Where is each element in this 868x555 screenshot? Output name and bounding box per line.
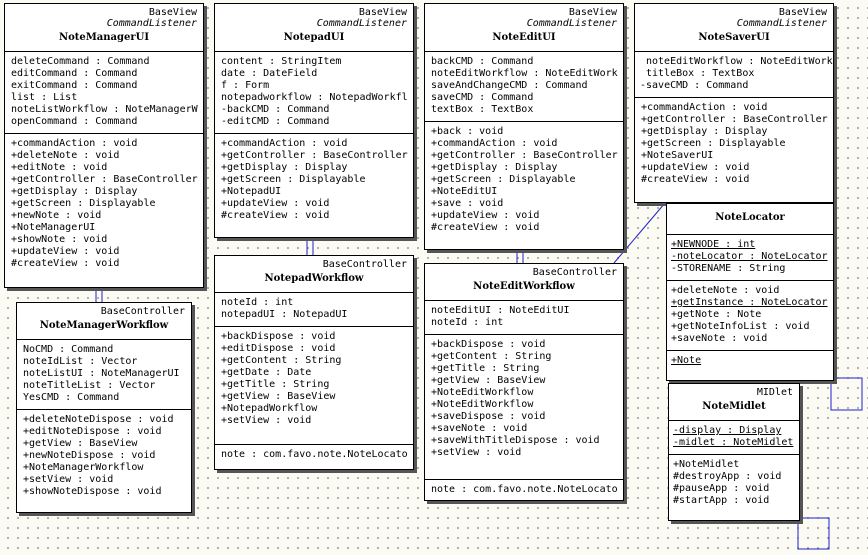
operation: +setView : void bbox=[431, 447, 522, 458]
operation: +backDispose : void bbox=[221, 331, 336, 342]
class-header bbox=[667, 204, 833, 235]
attribute: noteId : int bbox=[221, 297, 294, 308]
class-note-saver-ui[interactable] bbox=[634, 3, 834, 203]
class-name: NoteLocator bbox=[715, 212, 785, 223]
operation: +editDispose : void bbox=[221, 343, 336, 354]
operation: +editNote : void bbox=[11, 162, 108, 173]
operation: +newNoteDispose : void bbox=[23, 450, 156, 461]
extra-section bbox=[425, 480, 623, 501]
operation: +backDispose : void bbox=[431, 339, 546, 350]
attribute: -backCMD : Command bbox=[221, 104, 330, 115]
operation: #createView : void bbox=[431, 222, 540, 233]
extra-row: +Note bbox=[671, 355, 702, 366]
class-name: NoteSaverUI bbox=[698, 32, 770, 43]
operation: +setView : void bbox=[221, 415, 312, 426]
operation: +commandAction : void bbox=[11, 138, 138, 149]
attribute: saveAndChangeCMD : Command bbox=[431, 80, 588, 91]
operations-section bbox=[5, 134, 203, 275]
operations-section bbox=[425, 122, 623, 239]
attribute: deleteCommand : Command bbox=[11, 56, 150, 67]
class-header bbox=[5, 4, 203, 52]
class-name: NoteEditWorkflow bbox=[473, 281, 575, 292]
class-header bbox=[425, 4, 623, 52]
attribute: YesCMD : Command bbox=[23, 392, 120, 403]
operation: +deleteNote : void bbox=[11, 150, 120, 161]
class-header bbox=[635, 4, 833, 52]
attribute: NoCMD : Command bbox=[23, 344, 114, 355]
operation: +deleteNoteDispose : void bbox=[23, 414, 174, 425]
attribute: noteTitleList : Vector bbox=[23, 380, 156, 391]
operation: +back : void bbox=[431, 126, 504, 137]
operation: +getNote : Note bbox=[671, 309, 762, 320]
operation: #createView : void bbox=[641, 174, 750, 185]
stereotype-base-controller: BaseController bbox=[322, 259, 407, 270]
operations-section bbox=[669, 455, 799, 512]
operation: #destroyApp : void bbox=[673, 471, 782, 482]
class-name: NoteEditUI bbox=[492, 32, 556, 43]
operation: +NoteEditWorkflow bbox=[431, 399, 534, 410]
operation: +commandAction : void bbox=[641, 102, 768, 113]
stereotype-base-view: BaseView bbox=[568, 7, 617, 18]
operation: +deleteNote : void bbox=[671, 285, 780, 296]
operation: +saveDispose : void bbox=[431, 411, 546, 422]
extra-row: note : com.favo.note.NoteLocato bbox=[431, 484, 618, 495]
attribute: notepadworkflow : NotepadWorkfl bbox=[221, 92, 408, 103]
class-header bbox=[17, 303, 191, 340]
stereotype-base-view: BaseView bbox=[778, 7, 827, 18]
attribute: content : StringItem bbox=[221, 56, 342, 67]
operation: +editNoteDispose : void bbox=[23, 426, 162, 437]
attribute: noteListWorkflow : NoteManagerW bbox=[11, 104, 198, 115]
stereotype-base-view: BaseView bbox=[358, 7, 407, 18]
attribute: -midlet : NoteMidlet bbox=[673, 437, 794, 448]
class-notepad-workflow[interactable] bbox=[214, 255, 414, 470]
operation: +getDisplay : Display bbox=[221, 162, 348, 173]
stereotype-midlet: MIDlet bbox=[756, 387, 793, 398]
stereotype-command-listener: CommandListener bbox=[526, 18, 617, 29]
operation: +updateView : void bbox=[221, 198, 330, 209]
operation: +getView : BaseView bbox=[431, 375, 546, 386]
operation: #createView : void bbox=[11, 258, 120, 269]
attribute: noteEditUI : NoteEditUI bbox=[431, 305, 570, 316]
operation: #startApp : void bbox=[673, 495, 770, 506]
class-name: NotepadUI bbox=[283, 32, 345, 43]
operation: +getNoteInfoList : void bbox=[671, 321, 810, 332]
attribute: titleBox : TextBox bbox=[646, 68, 755, 79]
operation: #pauseApp : void bbox=[673, 483, 770, 494]
class-note-edit-ui[interactable] bbox=[424, 3, 624, 250]
attribute: list : List bbox=[11, 92, 78, 103]
class-name: NoteMidlet bbox=[702, 401, 766, 412]
class-note-edit-workflow[interactable] bbox=[424, 263, 624, 501]
attribute: noteIdList : Vector bbox=[23, 356, 138, 367]
attribute: f : Form bbox=[221, 80, 270, 91]
operation: +NoteManagerWorkflow bbox=[23, 462, 144, 473]
stereotype-command-listener: CommandListener bbox=[736, 18, 827, 29]
operation: +getScreen : Displayable bbox=[221, 174, 366, 185]
operation: +showNoteDispose : void bbox=[23, 486, 162, 497]
operations-section bbox=[215, 134, 413, 227]
attribute: noteListUI : NoteManagerUI bbox=[23, 368, 180, 379]
class-name: NoteManagerWorkflow bbox=[39, 320, 169, 331]
attribute: noteId : int bbox=[431, 317, 504, 328]
attributes-section bbox=[635, 52, 833, 98]
operations-section bbox=[425, 335, 623, 480]
operation: +getTitle : String bbox=[431, 363, 540, 374]
extra-section bbox=[215, 445, 413, 466]
attribute: +NEWNODE : int bbox=[671, 239, 756, 250]
operation: +updateView : void bbox=[431, 210, 540, 221]
operation: +getInstance : NoteLocator bbox=[671, 297, 828, 308]
attribute: -display : Display bbox=[673, 425, 782, 436]
operation: +getController : BaseController bbox=[11, 174, 198, 185]
attribute: noteEditWorkflow : NoteEditWork bbox=[431, 68, 618, 79]
attribute: saveCMD : Command bbox=[431, 92, 534, 103]
operation: +getScreen : Displayable bbox=[431, 174, 576, 185]
attributes-section bbox=[5, 52, 203, 134]
operation: +commandAction : void bbox=[431, 138, 558, 149]
operation: +getScreen : Displayable bbox=[641, 138, 786, 149]
self-link-notelocator bbox=[831, 378, 862, 410]
attributes-section bbox=[667, 235, 833, 281]
operations-section bbox=[635, 98, 833, 191]
stereotype-base-controller: BaseController bbox=[532, 267, 617, 278]
attribute: backCMD : Command bbox=[431, 56, 534, 67]
class-header bbox=[215, 4, 413, 52]
operation: +getDisplay : Display bbox=[641, 126, 768, 137]
operation: +NoteEditUI bbox=[431, 186, 498, 197]
class-note-locator[interactable] bbox=[666, 203, 834, 381]
attribute: -editCMD : Command bbox=[221, 116, 330, 127]
class-header bbox=[669, 384, 799, 421]
operation: +getTitle : String bbox=[221, 379, 330, 390]
class-note-midlet[interactable] bbox=[668, 383, 800, 521]
operation: +NoteSaverUI bbox=[641, 150, 714, 161]
operation: +showNote : void bbox=[11, 234, 108, 245]
operation: +getContent : String bbox=[221, 355, 342, 366]
operation: +saveNote : void bbox=[671, 333, 768, 344]
attributes-section bbox=[215, 293, 413, 327]
class-name: NoteManagerUI bbox=[58, 32, 150, 43]
attribute: -saveCMD : Command bbox=[640, 80, 749, 91]
stereotype-command-listener: CommandListener bbox=[316, 18, 407, 29]
attribute: openCommand : Command bbox=[11, 116, 138, 127]
operations-section bbox=[17, 410, 191, 503]
stereotype-base-view: BaseView bbox=[148, 7, 197, 18]
operation: +setView : void bbox=[23, 474, 114, 485]
operation: +NoteEditWorkflow bbox=[431, 387, 534, 398]
operation: +NotepadWorkflow bbox=[221, 403, 318, 414]
class-name: NotepadWorkflow bbox=[264, 273, 364, 284]
operation: +getDisplay : Display bbox=[431, 162, 558, 173]
operation: +getScreen : Displayable bbox=[11, 198, 156, 209]
stereotype-command-listener: CommandListener bbox=[106, 18, 197, 29]
operation: +getView : BaseView bbox=[23, 438, 138, 449]
operation: +NoteManagerUI bbox=[11, 222, 96, 233]
attributes-section bbox=[425, 301, 623, 335]
class-header bbox=[215, 256, 413, 293]
attribute: textBox : TextBox bbox=[431, 104, 534, 115]
attribute: editCommand : Command bbox=[11, 68, 138, 79]
operation: +getController : BaseController bbox=[641, 114, 828, 125]
operation: +getDisplay : Display bbox=[11, 186, 138, 197]
operations-section bbox=[667, 281, 833, 351]
extra-row: note : com.favo.note.NoteLocato bbox=[221, 449, 408, 460]
stereotype-base-controller: BaseController bbox=[100, 306, 185, 317]
operation: +getController : BaseController bbox=[221, 150, 408, 161]
attributes-section bbox=[17, 340, 191, 410]
operation: #createView : void bbox=[221, 210, 330, 221]
operations-section bbox=[215, 327, 413, 445]
operation: +NoteMidlet bbox=[673, 459, 740, 470]
self-link-notemidlet bbox=[798, 518, 829, 549]
class-note-manager-workflow[interactable] bbox=[16, 302, 192, 513]
class-notepad-ui[interactable] bbox=[214, 3, 414, 238]
operation: +saveNote : void bbox=[431, 423, 528, 434]
operation: +updateView : void bbox=[641, 162, 750, 173]
operation: +save : void bbox=[431, 198, 504, 209]
operation: +commandAction : void bbox=[221, 138, 348, 149]
operation: +getController : BaseController bbox=[431, 150, 618, 161]
operation: +getView : BaseView bbox=[221, 391, 336, 402]
attributes-section bbox=[669, 421, 799, 455]
attributes-section bbox=[425, 52, 623, 122]
attributes-section bbox=[215, 52, 413, 134]
attribute: date : DateField bbox=[221, 68, 318, 79]
operation: +NotepadUI bbox=[221, 186, 282, 197]
class-note-manager-ui[interactable] bbox=[4, 3, 204, 288]
extra-section bbox=[667, 351, 833, 372]
operation: +getContent : String bbox=[431, 351, 552, 362]
operation: +getDate : Date bbox=[221, 367, 312, 378]
attribute: notepadUI : NotepadUI bbox=[221, 309, 348, 320]
attribute: exitCommand : Command bbox=[11, 80, 138, 91]
attribute: -noteLocator : NoteLocator bbox=[671, 251, 828, 262]
operation: +newNote : void bbox=[11, 210, 102, 221]
operation: +saveWithTitleDispose : void bbox=[431, 435, 600, 446]
operation: +updateView : void bbox=[11, 246, 120, 257]
attribute: -STORENAME : String bbox=[671, 263, 786, 274]
attribute: noteEditWorkflow : NoteEditWork bbox=[646, 56, 833, 67]
class-header bbox=[425, 264, 623, 301]
